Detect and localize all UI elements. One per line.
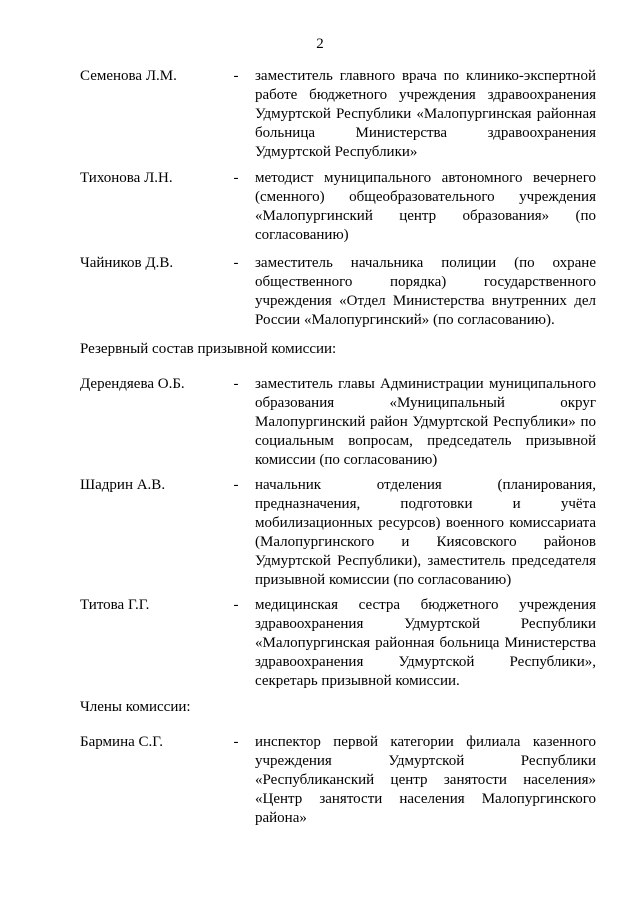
- dash-separator: -: [233, 376, 239, 392]
- member-name: Дерендяева О.Б.: [80, 376, 185, 392]
- member-description: заместитель главы Администрации муниципального образования «Муниципальный округ Малопургинский район Удмуртской Республики» по социальным вопросам, председатель призывной комиссии (по согласованию): [255, 376, 596, 468]
- member-description: инспектор первой категории филиала казенного учреждения Удмуртской Республики «Республиканский центр занятости населения» «Центр занятости населения Малопургинского района»: [255, 734, 596, 826]
- dash-separator: -: [233, 170, 239, 186]
- member-description: начальник отделения (планирования, предназначения, подготовки и учёта мобилизационных ресурсов) военного комиссариата (Малопургинского и Киясовского районов Удмуртской Республики), заместитель председателя призывной комиссии (по согласованию): [255, 477, 596, 588]
- reserve-section-heading: Резервный состав призывной комиссии:: [80, 341, 337, 357]
- member-name: Титова Г.Г.: [80, 597, 150, 613]
- member-name: Семенова Л.М.: [80, 68, 177, 84]
- member-description: заместитель главного врача по клинико-экспертной работе бюджетного учреждения здравоохранения Удмуртской Республики «Малопургинская районная больница Министерства здравоохранения Удмуртской Республики»: [255, 68, 596, 160]
- dash-separator: -: [233, 734, 239, 750]
- dash-separator: -: [233, 255, 239, 271]
- member-name: Чайников Д.В.: [80, 255, 174, 271]
- dash-separator: -: [233, 68, 239, 84]
- page-number: 2: [316, 36, 324, 52]
- member-name: Бармина С.Г.: [80, 734, 163, 750]
- members-section-heading: Члены комиссии:: [80, 699, 191, 715]
- dash-separator: -: [233, 477, 239, 493]
- member-description: заместитель начальника полиции (по охране общественного порядка) государственного учреждения «Отдел Министерства внутренних дел России «Малопургинский» (по согласованию).: [255, 255, 596, 328]
- member-description: методист муниципального автономного вечернего (сменного) общеобразовательного учреждения «Малопургинский центр образования» (по согласованию): [255, 170, 596, 243]
- member-name: Шадрин А.В.: [80, 477, 166, 493]
- dash-separator: -: [233, 597, 239, 613]
- member-name: Тихонова Л.Н.: [80, 170, 173, 186]
- member-description: медицинская сестра бюджетного учреждения здравоохранения Удмуртской Республики «Малопургинская районная больница Министерства здравоохранения Удмуртской Республики», секретарь призывной комиссии.: [255, 597, 596, 689]
